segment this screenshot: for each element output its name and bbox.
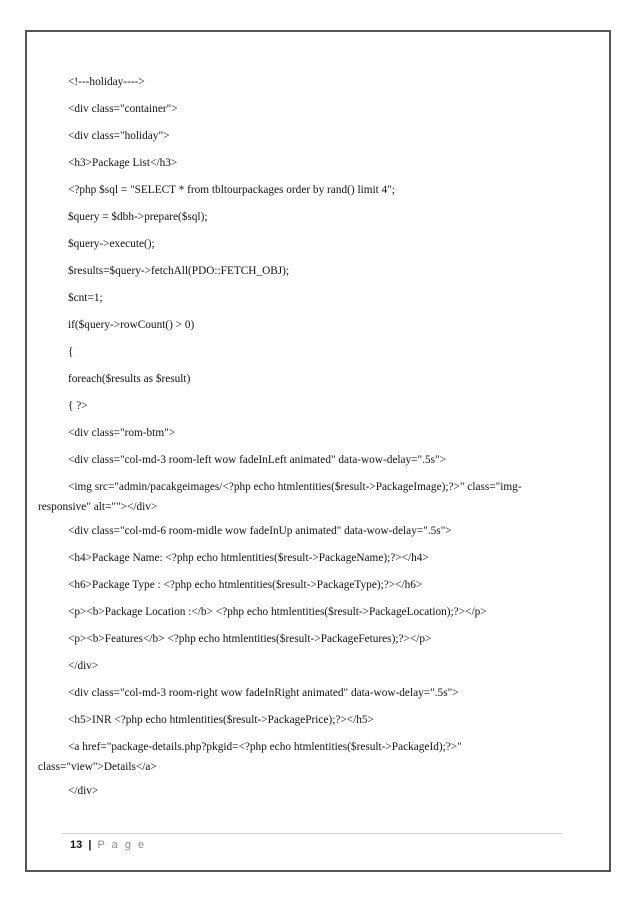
- code-line: $results=$query->fetchAll(PDO::FETCH_OBJ);: [68, 265, 290, 277]
- footer-divider: [62, 833, 562, 834]
- code-line: </div>: [68, 660, 99, 672]
- code-line: <p><b>Features</b> <?php echo htmlentities($result->PackageFetures);?></p>: [68, 633, 432, 645]
- code-line: <!---holiday---->: [68, 76, 145, 88]
- code-line: <h6>Package Type : <?php echo htmlentities($result->PackageType);?></h6>: [68, 579, 423, 591]
- code-line: <div class="col-md-3 room-right wow fadeInRight animated" data-wow-delay=".5s">: [68, 687, 459, 699]
- code-line: $query = $dbh->prepare($sql);: [68, 211, 208, 223]
- page-number: 13: [70, 839, 83, 851]
- code-line: if($query->rowCount() > 0): [68, 319, 195, 331]
- page-footer: [70, 837, 146, 853]
- code-line: <div class="holiday">: [68, 130, 170, 142]
- code-line: <h3>Package List</h3>: [68, 157, 178, 169]
- code-line: { ?>: [68, 400, 88, 412]
- code-line: $cnt=1;: [68, 292, 103, 304]
- code-line: <div class="container">: [68, 103, 178, 115]
- code-line: $query->execute();: [68, 238, 155, 250]
- code-line: <h4>Package Name: <?php echo htmlentities($result->PackageName);?></h4>: [68, 552, 429, 564]
- code-line: foreach($results as $result): [68, 373, 191, 385]
- code-line: <div class="col-md-3 room-left wow fadeInLeft animated" data-wow-delay=".5s">: [68, 454, 447, 466]
- code-line: <p><b>Package Location :</b> <?php echo htmlentities($result->PackageLocation);?></p>: [68, 606, 487, 618]
- page-label: P a g e: [97, 839, 147, 851]
- code-line: <img src="admin/pacakgeimages/<?php echo htmlentities($result->PackageImage);?>" class="img-responsive" alt=""></div>: [38, 481, 522, 513]
- code-line: <h5>INR <?php echo htmlentities($result->PackagePrice);?></h5>: [68, 714, 374, 726]
- code-line: <?php $sql = "SELECT * from tbltourpackages order by rand() limit 4";: [68, 184, 396, 196]
- code-line: {: [68, 346, 74, 358]
- code-line: <div class="col-md-6 room-midle wow fadeInUp animated" data-wow-delay=".5s">: [68, 525, 452, 537]
- code-line: <a href="package-details.php?pkgid=<?php echo htmlentities($result->PackageId);?>" class="view">Details</a>: [38, 741, 462, 773]
- footer-separator: |: [88, 839, 92, 851]
- code-line: <div class="rom-btm">: [68, 427, 176, 439]
- code-line: </div>: [68, 785, 99, 797]
